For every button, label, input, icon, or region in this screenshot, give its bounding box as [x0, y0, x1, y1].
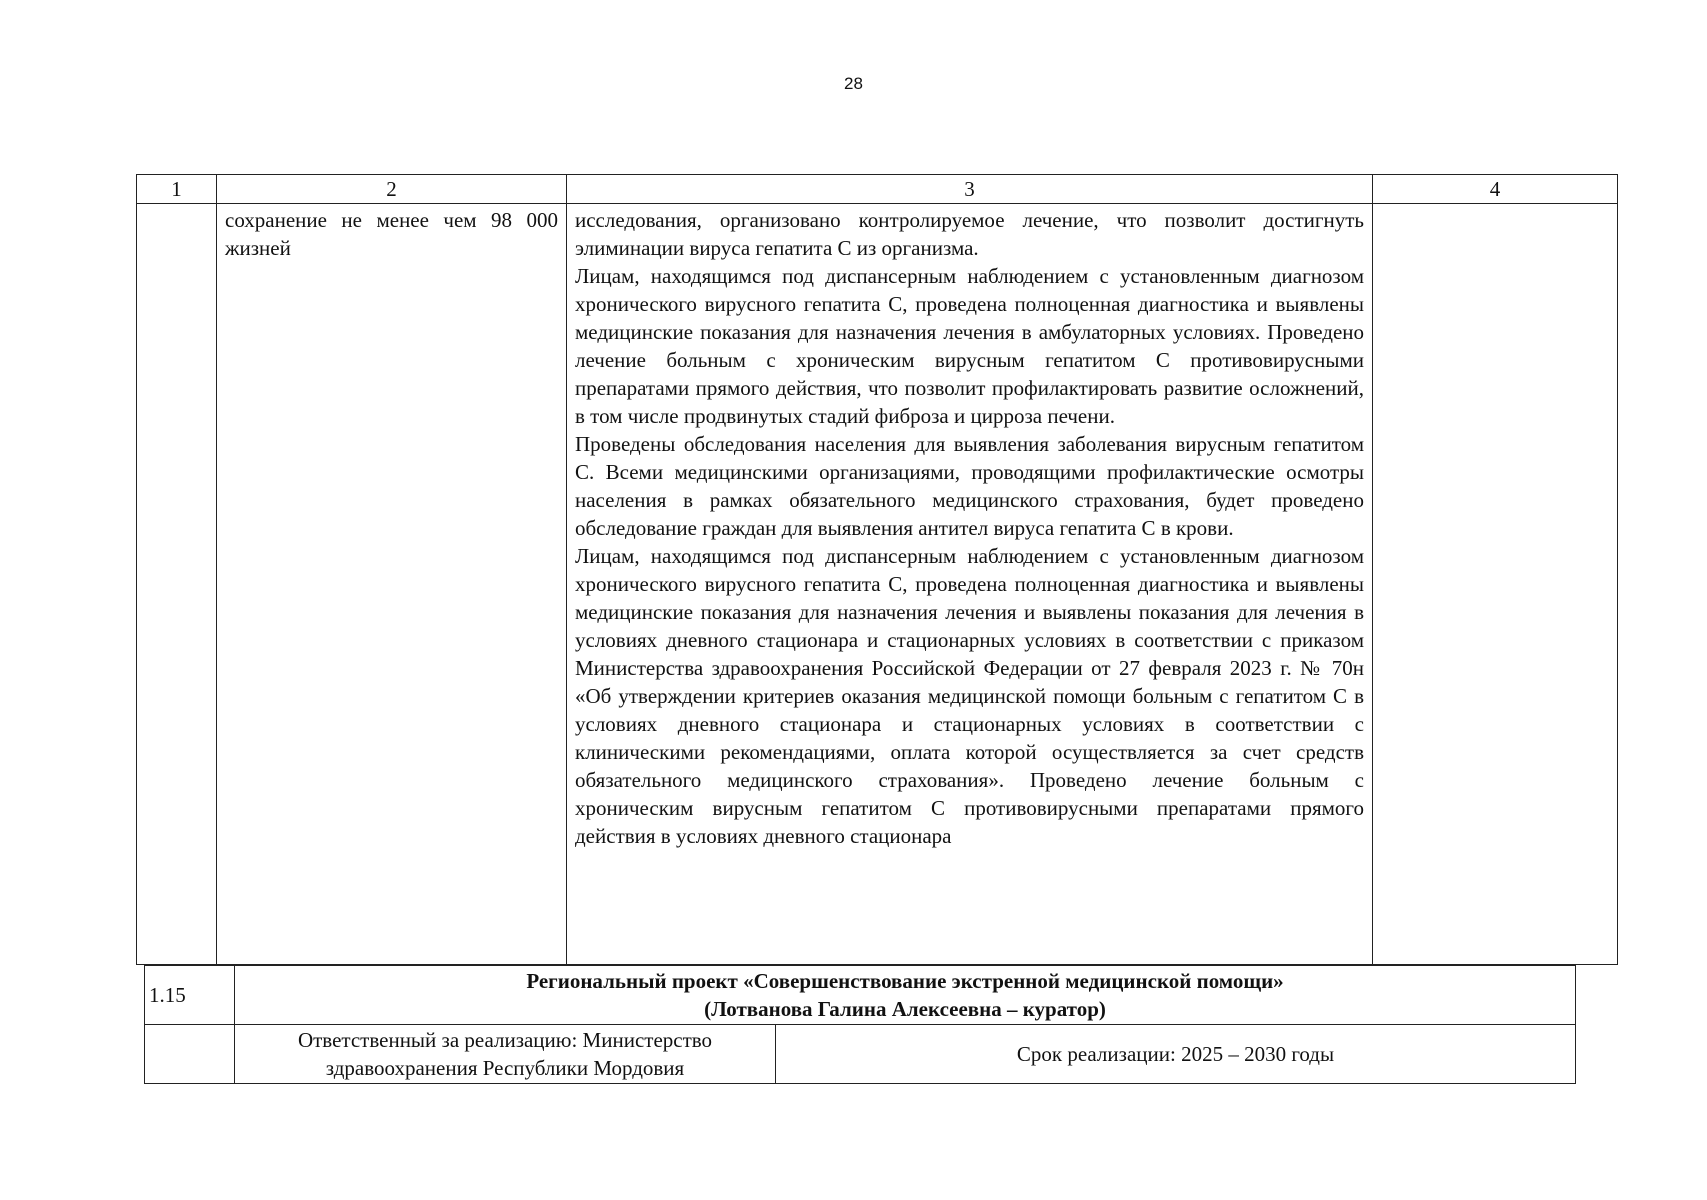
page-number: 28: [844, 74, 863, 93]
section-title-row: [145, 966, 1576, 1025]
content-table: [136, 174, 1618, 965]
responsible-line-2: здравоохранения Республики Мордовия: [325, 1056, 685, 1080]
goal-text: сохранение не менее чем 98 000 жизней: [225, 208, 558, 260]
column-header-4: 4: [1373, 175, 1618, 204]
description-paragraph: Проведены обследования населения для выявления заболевания вирусным гепатитом С. Всеми медицинскими организациями, проводящими профилактические осмотры населения в рамках обязательного медицинского страхования, будет проведено обследование граждан для выявления антител вируса гепатита С в крови.: [575, 432, 1364, 540]
section-title: [235, 966, 1576, 1025]
row-cell-4: [1373, 204, 1618, 965]
row-cell-3: [567, 204, 1373, 965]
section-title-line-1: Региональный проект «Совершенствование экстренной медицинской помощи»: [526, 969, 1284, 993]
responsible-cell: [235, 1025, 776, 1084]
row-cell-2: [217, 204, 567, 965]
section-number: 1.15: [145, 966, 235, 1025]
description-paragraph: Лицам, находящимся под диспансерным наблюдением с установленным диагнозом хронического вирусного гепатита С, проведена полноценная диагностика и выявлены медицинские показания для назначения лечения в амбулаторных условиях. Проведено лечение больным с хроническим вирусным гепатитом С противовирусными препаратами прямого действия, что позволит профилактировать развитие осложнений, в том числе продвинутых стадий фиброза и цирроза печени.: [575, 264, 1364, 428]
description-paragraph: Лицам, находящимся под диспансерным наблюдением с установленным диагнозом хронического вирусного гепатита С, проведена полноценная диагностика и выявлены медицинские показания для назначения лечения и выявлены показания для лечения в условиях дневного стационара и стационарных условиях в соответствии с приказом Министерства здравоохранения Российской Федерации от 27 февраля 2023 г. № 70н «Об утверждении критериев оказания медицинской помощи больным с гепатитом С в условиях дневного стационара и стационарных условиях в соответствии с клиническими рекомендациями, оплата которой осуществляется за счет средств обязательного медицинского страхования». Проведено лечение больным с хроническим вирусным гепатитом С противовирусными препаратами прямого действия в условиях дневного стационара: [575, 544, 1364, 848]
column-header-3: 3: [567, 175, 1373, 204]
section-info-empty-cell: [145, 1025, 235, 1084]
table-row: [137, 204, 1618, 965]
section-info-row: [145, 1025, 1576, 1084]
column-header-2: 2: [217, 175, 567, 204]
section-table: [144, 965, 1576, 1084]
description-paragraph: исследования, организовано контролируемое лечение, что позволит достигнуть элиминации вируса гепатита С из организма.: [575, 208, 1364, 260]
column-header-1: 1: [137, 175, 217, 204]
row-cell-1: [137, 204, 217, 965]
section-title-line-2: (Лотванова Галина Алексеевна – куратор): [704, 997, 1106, 1021]
term-cell: Срок реализации: 2025 – 2030 годы: [776, 1025, 1576, 1084]
table-header-row: [137, 175, 1618, 204]
responsible-line-1: Ответственный за реализацию: Министерство: [297, 1028, 713, 1052]
